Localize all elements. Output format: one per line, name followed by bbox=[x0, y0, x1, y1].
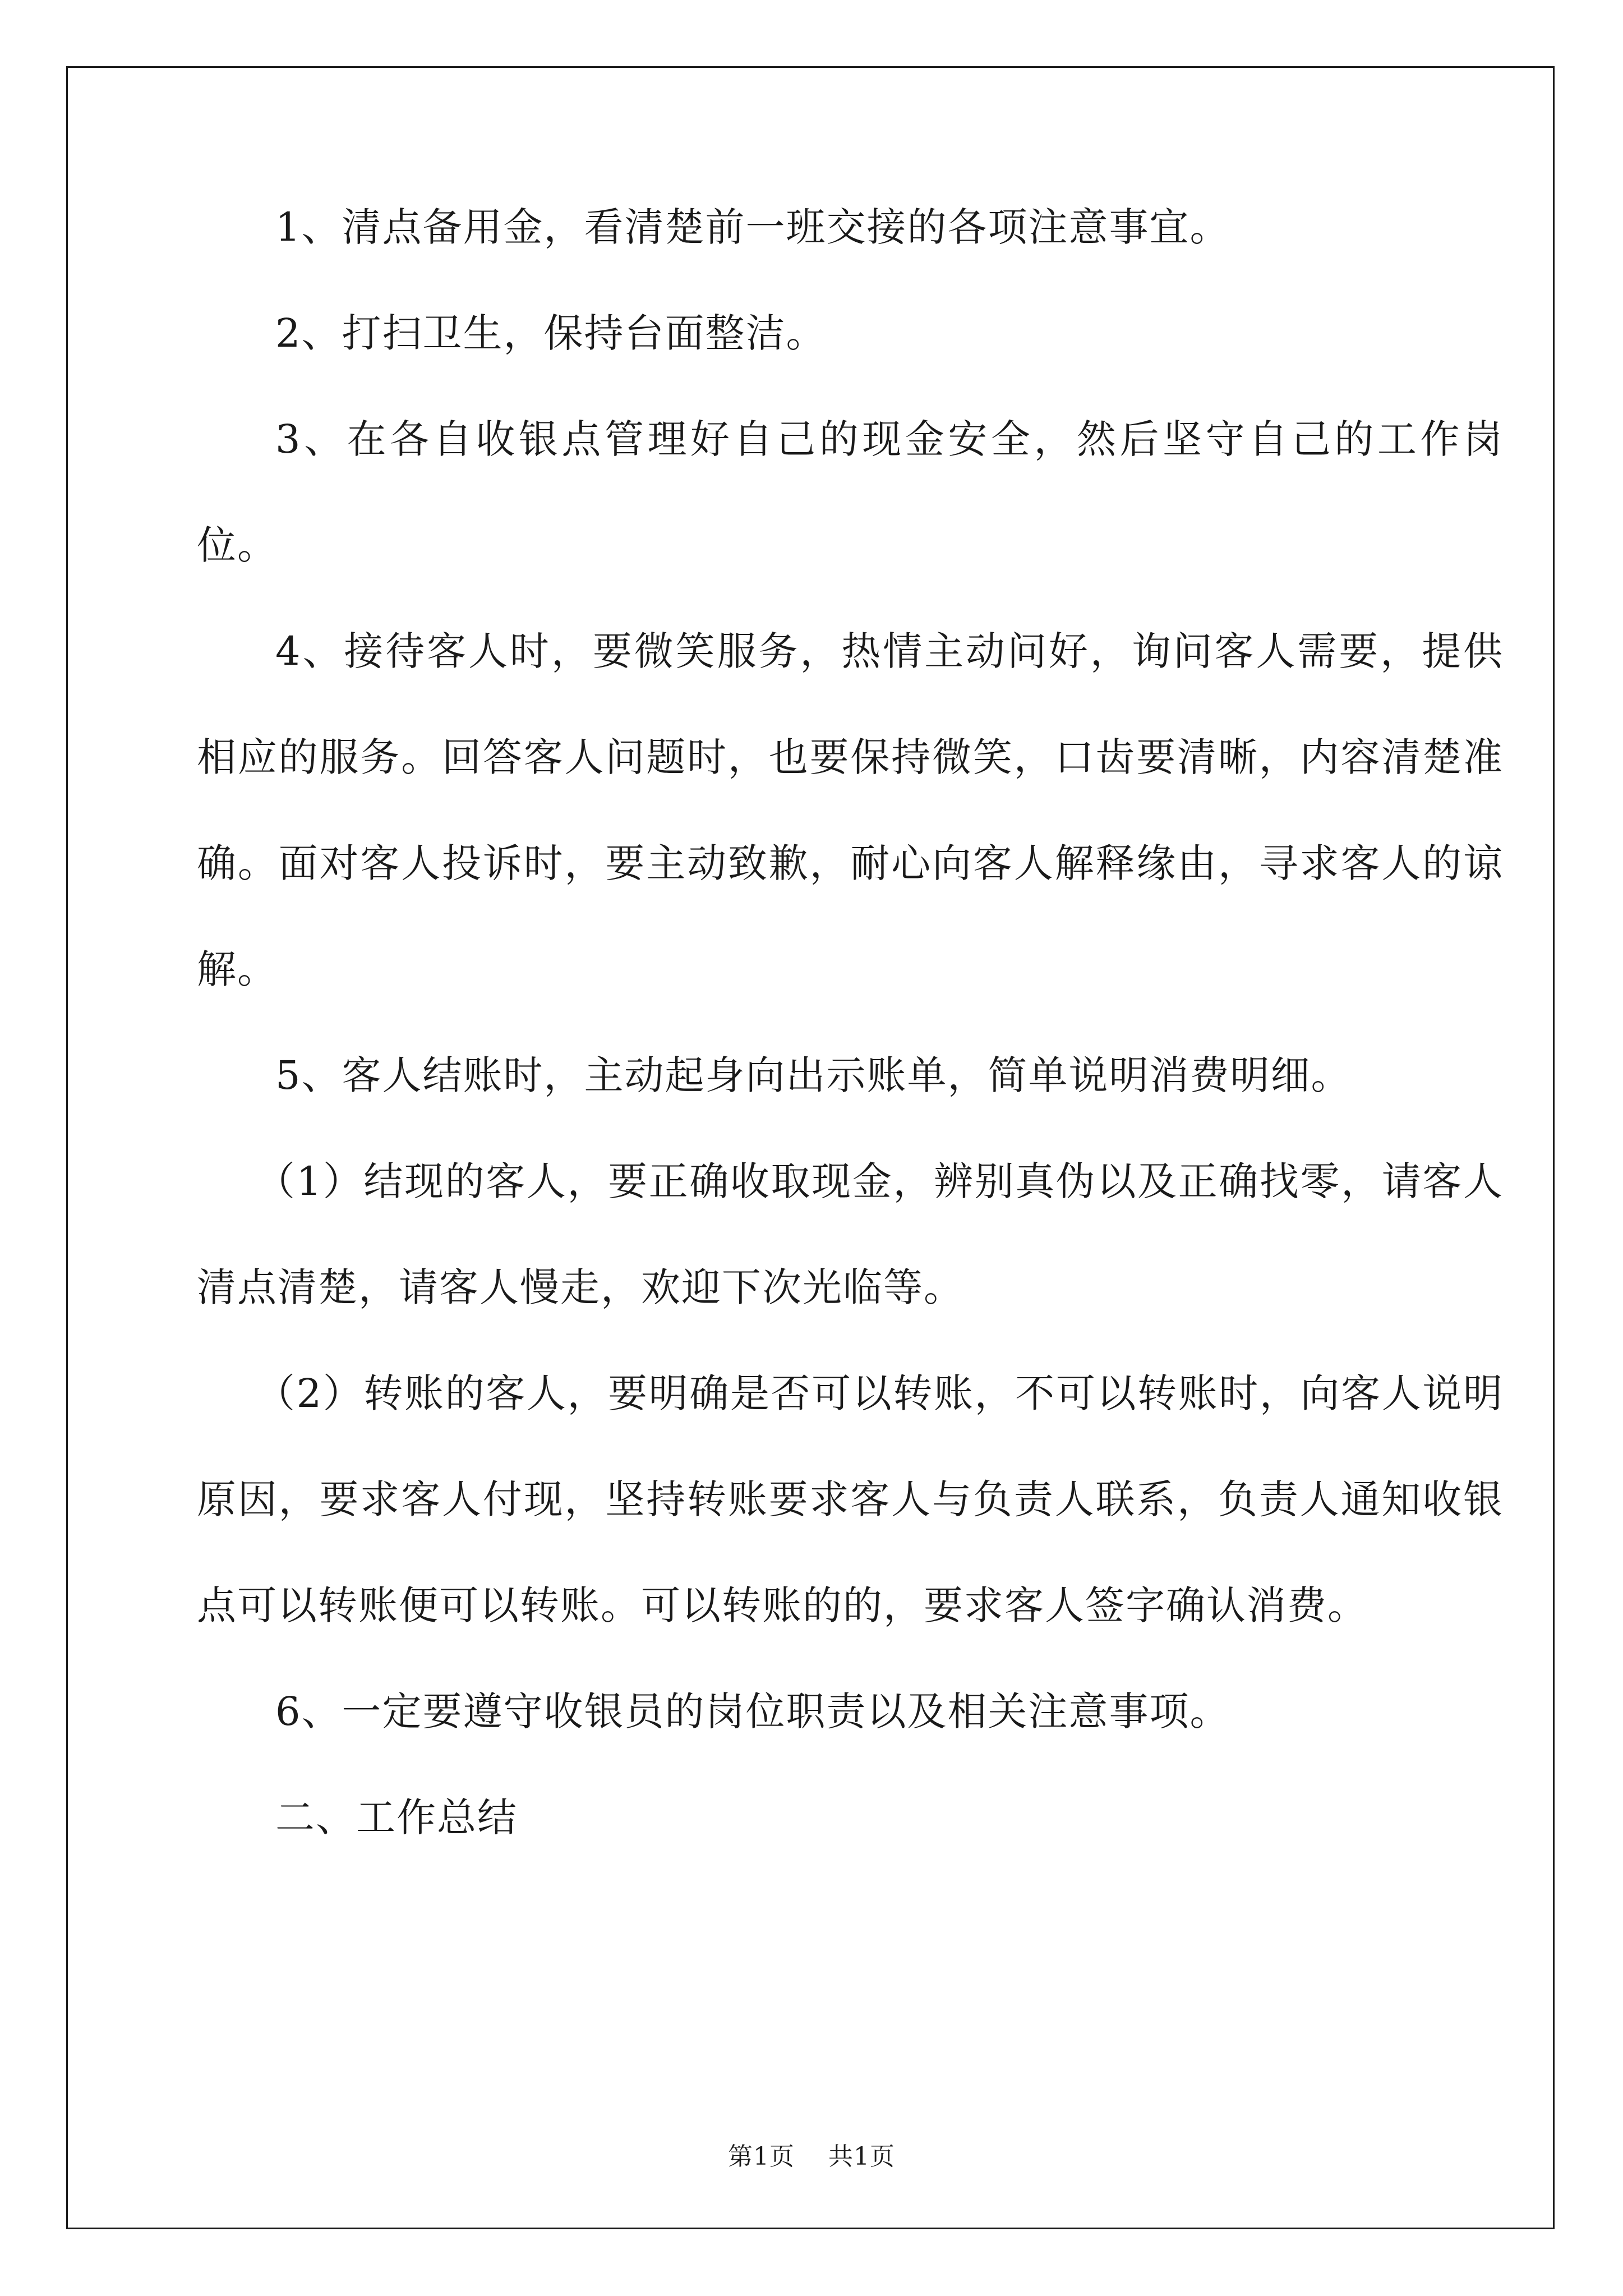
page-footer bbox=[0, 2136, 1623, 2172]
paragraph-5: 5、客人结账时，主动起身向出示账单，简单说明消费明细。 bbox=[275, 1052, 1352, 1098]
page-frame bbox=[66, 66, 1555, 2229]
paragraph-6: 6、一定要遵守收银员的岗位职责以及相关注意事项。 bbox=[275, 1688, 1230, 1734]
paragraph-1: 1、清点备用金，看清楚前一班交接的各项注意事宜。 bbox=[275, 204, 1230, 250]
paragraph-5-2: （2）转账的客人，要明确是否可以转账，不可以转账时，向客人说明原因，要求客人付现，坚持转账要求客人与负责人联系，负责人通知收银点可以转账便可以转账。可以转账的的，要求客人签字确认消费。 bbox=[197, 1370, 1504, 1628]
paragraph-4: 4、接待客人时，要微笑服务，热情主动问好，询问客人需要，提供相应的服务。回答客人问题时，也要保持微笑，口齿要清晰，内容清楚准确。面对客人投诉时，要主动致歉，耐心向客人解释缘由，寻求客人的谅解。 bbox=[197, 628, 1504, 992]
document-body bbox=[197, 174, 1504, 1871]
paragraph-3: 3、在各自收银点管理好自己的现金安全，然后坚守自己的工作岗位。 bbox=[197, 416, 1504, 568]
paragraph-2: 2、打扫卫生，保持台面整洁。 bbox=[275, 310, 827, 356]
section-heading: 二、工作总结 bbox=[275, 1795, 518, 1841]
page-number: 第1页 bbox=[728, 2142, 795, 2171]
page-total: 共1页 bbox=[828, 2142, 895, 2171]
paragraph-5-1: （1）结现的客人，要正确收取现金，辨别真伪以及正确找零，请客人清点清楚，请客人慢走，欢迎下次光临等。 bbox=[197, 1158, 1504, 1310]
